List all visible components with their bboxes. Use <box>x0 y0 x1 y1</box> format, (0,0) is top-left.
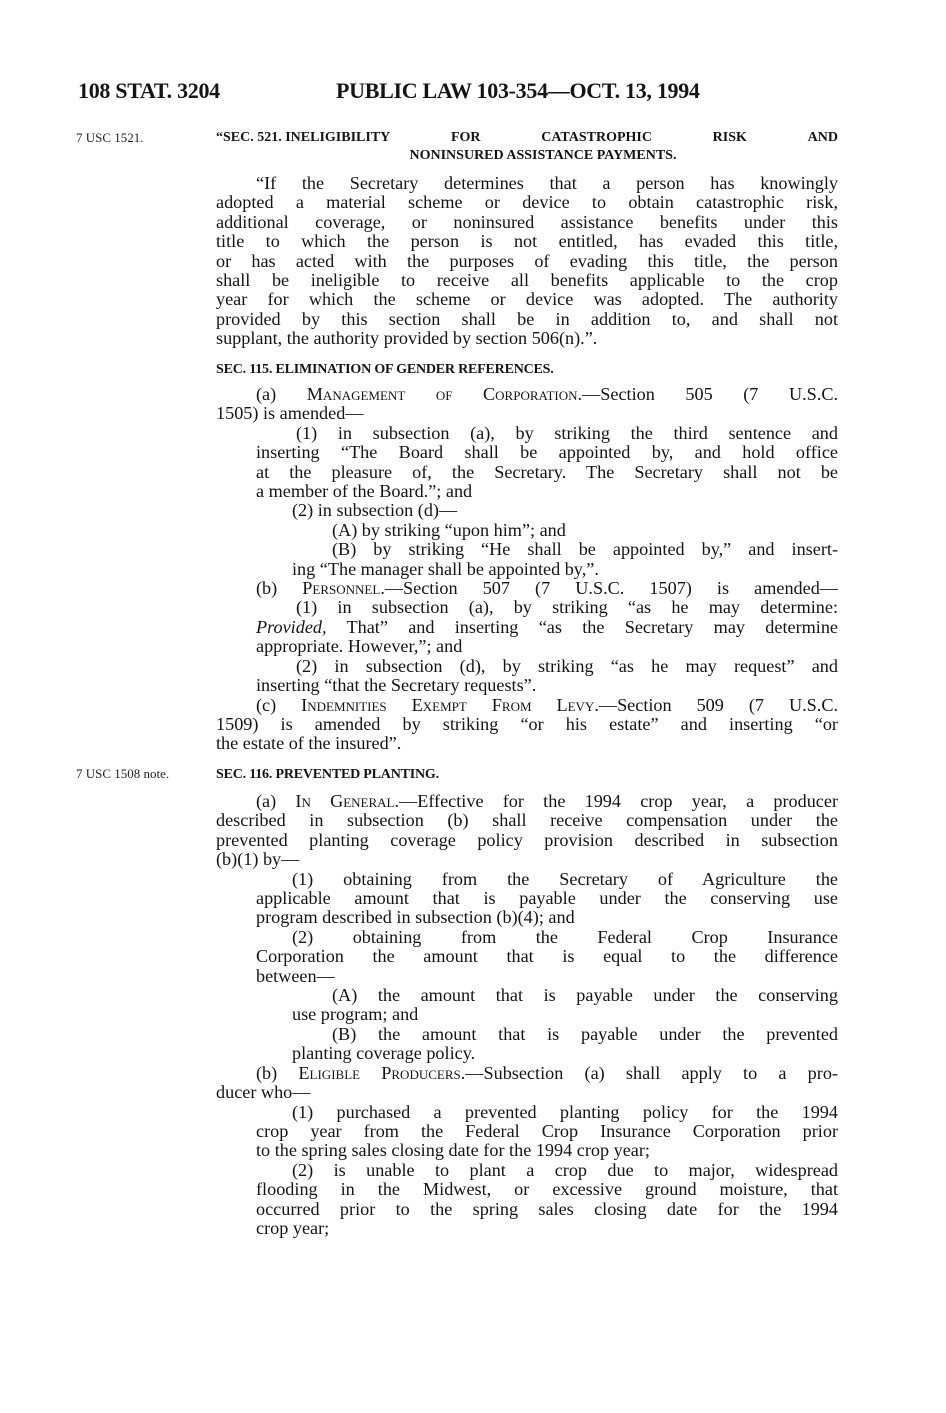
text-line: or has acted with the purposes of evading this title, the person <box>216 250 838 271</box>
text-line: shall be ineligible to receive all benefits applicable to the crop <box>216 270 838 291</box>
subsection-b-line <box>216 1064 838 1083</box>
text-line: (1) purchased a prevented planting policy for the 1994 <box>292 1101 838 1122</box>
subsection-text: .—Subsection (a) shall apply to a pro- <box>460 1062 838 1083</box>
subsection-caption: Management of Corporation <box>306 384 578 404</box>
text-line: between— <box>256 965 335 986</box>
sec-521-title-line2: NONINSURED ASSISTANCE PAYMENTS. <box>409 148 677 163</box>
text-line: 1505) is amended— <box>216 403 364 424</box>
subsection-text: .—Section 505 (7 U.S.C. <box>577 384 838 404</box>
text-line: ducer who— <box>216 1082 311 1103</box>
subsection-a-line <box>216 792 838 811</box>
margin-note-usc-1508: 7 USC 1508 note. <box>76 766 170 781</box>
text-line: flooding in the Midwest, or excessive ground moisture, that <box>256 1179 838 1200</box>
text-line: supplant, the authority provided by section 506(n).”. <box>216 328 598 349</box>
text-line: (A) the amount that is payable under the conserving <box>332 985 838 1006</box>
text-line: provided by this section shall be in addition to, and shall not <box>216 308 838 329</box>
sec-521-body <box>216 174 838 349</box>
text-line: use program; and <box>292 1004 419 1025</box>
text-line: (2) obtaining from the Federal Crop Insurance <box>292 926 838 947</box>
text-line: (B) the amount that is payable under the prevented <box>332 1023 838 1044</box>
page-header <box>78 78 858 108</box>
text-line: (B) by striking “He shall be appointed by,” and insert- <box>332 539 838 560</box>
text-line: ing “The manager shall be appointed by,”. <box>292 558 599 579</box>
text-line: at the pleasure of, the Secretary. The Secretary shall not be <box>256 461 838 482</box>
text-line: prevented planting coverage policy provision described in subsection <box>216 829 838 850</box>
sec-521-title-word: “SEC. 521. INELIGIBILITY <box>216 130 391 145</box>
text-line <box>216 424 838 443</box>
public-law-citation: PUBLIC LAW 103-354—OCT. 13, 1994 <box>336 78 700 103</box>
text-line: appropriate. However,”; and <box>256 636 463 657</box>
sec-521-heading <box>216 129 838 165</box>
sec-521-title-word: AND <box>807 130 838 145</box>
text-line <box>216 618 838 637</box>
subsection-caption: In General <box>295 791 395 811</box>
subsection-label: (a) <box>256 384 307 404</box>
text-line: additional coverage, or noninsured assistance benefits under this <box>216 211 838 232</box>
text-line: (2) is unable to plant a crop due to major, widespread <box>292 1159 838 1180</box>
italic-text: Provided, <box>256 616 327 637</box>
text-line: (b)(1) by— <box>216 849 300 870</box>
text-line: 1509) is amended by striking “or his estate” and inserting “or <box>216 713 838 734</box>
subsection-text: .—Section 509 (7 U.S.C. <box>594 694 838 715</box>
text-line: inserting “The Board shall be appointed by, and hold office <box>256 442 838 463</box>
subsection-caption: Indemnities Exempt From Levy <box>301 694 595 715</box>
text-fragment: (1) in subsection (a), by striking the third sentence and <box>296 422 838 443</box>
sec-116-body <box>216 792 838 1238</box>
subsection-label: (b) <box>256 1062 299 1083</box>
text-line: year for which the scheme or device was adopted. The authority <box>216 289 838 310</box>
stat-page-number: 108 STAT. 3204 <box>78 78 220 103</box>
margin-note-usc-1521: 7 USC 1521. <box>76 130 144 145</box>
text-line: occurred prior to the spring sales closing date for the 1994 <box>256 1198 838 1219</box>
subsection-caption: Eligible Producers <box>298 1062 461 1083</box>
text-line: crop year; <box>256 1217 330 1238</box>
text-line: Corporation the amount that is equal to the difference <box>256 946 838 967</box>
text-line: to the spring sales closing date for the 1994 crop year; <box>256 1140 650 1161</box>
text-line: described in subsection (b) shall receive compensation under the <box>216 810 838 831</box>
text-line: planting coverage policy. <box>292 1043 476 1064</box>
sec-521-title-word: FOR <box>450 130 481 145</box>
subsection-text: .—Effective for the 1994 crop year, a producer <box>394 791 838 811</box>
subsection-text: .—Section 507 (7 U.S.C. 1507) is amended— <box>380 578 838 599</box>
subsection-c-line <box>216 696 838 715</box>
sec-521-title-word: RISK <box>712 130 747 145</box>
text-line: (A) by striking “upon him”; and <box>332 519 566 540</box>
subsection-label: (c) <box>256 694 302 715</box>
text-line: (1) in subsection (a), by striking “as he may determine: <box>296 597 838 618</box>
sec-115-heading: SEC. 115. ELIMINATION OF GENDER REFERENCES. <box>216 362 554 377</box>
text-fragment: That” and inserting “as the Secretary may determine <box>326 616 838 637</box>
text-line: applicable amount that is payable under the conserving use <box>256 888 838 909</box>
text-line: a member of the Board.”; and <box>256 481 473 502</box>
sec-115-body <box>216 385 838 754</box>
text-line: program described in subsection (b)(4); and <box>256 907 575 928</box>
subsection-b-line <box>216 579 838 598</box>
text-line: (2) in subsection (d)— <box>292 500 458 521</box>
sec-521-title-word: CATASTROPHIC <box>541 130 652 145</box>
text-line: (2) in subsection (d), by striking “as he may request” and <box>296 655 838 676</box>
subsection-a-line <box>216 385 838 404</box>
text-line: “If the Secretary determines that a person has knowingly <box>256 173 838 193</box>
subsection-label: (b) <box>256 578 303 599</box>
subsection-label: (a) <box>256 791 296 811</box>
text-line: adopted a material scheme or device to obtain catastrophic risk, <box>216 192 838 213</box>
text-line: title to which the person is not entitled, has evaded this title, <box>216 231 838 252</box>
subsection-caption: Personnel <box>302 578 381 599</box>
text-line: inserting “that the Secretary requests”. <box>256 675 537 696</box>
text-line: the estate of the insured”. <box>216 733 402 754</box>
text-line: crop year from the Federal Crop Insurance Corporation prior <box>256 1120 838 1141</box>
sec-116-heading: SEC. 116. PREVENTED PLANTING. <box>216 767 439 782</box>
text-line: (1) obtaining from the Secretary of Agriculture the <box>292 868 838 889</box>
